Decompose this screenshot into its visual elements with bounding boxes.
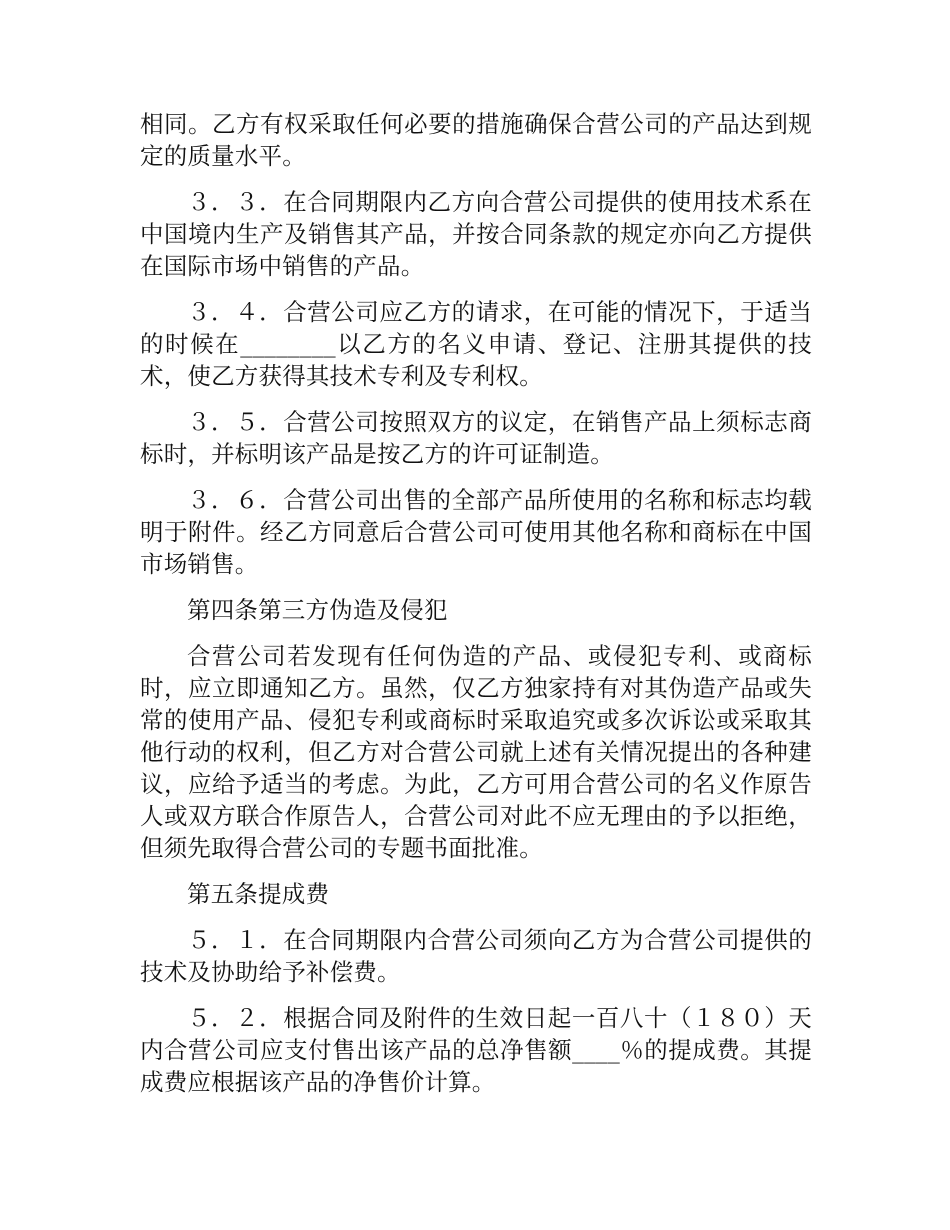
paragraph-quality-level: 相同。乙方有权采取任何必要的措施确保合营公司的产品达到规定的质量水平。 [140,110,812,170]
document-page [140,108,812,1112]
article-5-heading: 第五条提成费 [187,880,330,908]
clause-3-4: ３．４．合营公司应乙方的请求，在可能的情况下，于适当的时候在________以乙方的名义申请、登记、注册其提供的技术，使乙方获得其技术专利及专利权。 [140,298,812,390]
article-4-body: 合营公司若发现有任何伪造的产品、或侵犯专利、或商标时，应立即通知乙方。虽然，仅乙方独家持有对其伪造产品或失常的使用产品、侵犯专利或商标时采取追究或多次诉讼或采取其他行动的权利，但乙方对合营公司就上述有关情况提出的各种建议，应给予适当的考虑。为此，乙方可用合营公司的名义作原告人或双方联合作原告人，合营公司对此不应无理由的予以拒绝，但须先取得合营公司的专题书面批准。 [140,642,812,862]
clause-5-1: ５．１．在合同期限内合营公司须向乙方为合营公司提供的技术及协助给予补偿费。 [140,926,812,986]
article-4-heading: 第四条第三方伪造及侵犯 [187,596,448,624]
clause-3-3: ３．３．在合同期限内乙方向合营公司提供的使用技术系在中国境内生产及销售其产品，并按合同条款的规定亦向乙方提供在国际市场中销售的产品。 [140,188,812,280]
clause-3-6: ３．６．合营公司出售的全部产品所使用的名称和标志均载明于附件。经乙方同意后合营公司可使用其他名称和商标在中国市场销售。 [140,486,812,578]
clause-3-5: ３．５．合营公司按照双方的议定，在销售产品上须标志商标时，并标明该产品是按乙方的许可证制造。 [140,408,812,468]
clause-5-2: ５．２．根据合同及附件的生效日起一百八十（１８０）天内合营公司应支付售出该产品的总净售额____％的提成费。其提成费应根据该产品的净售价计算。 [140,1004,812,1096]
